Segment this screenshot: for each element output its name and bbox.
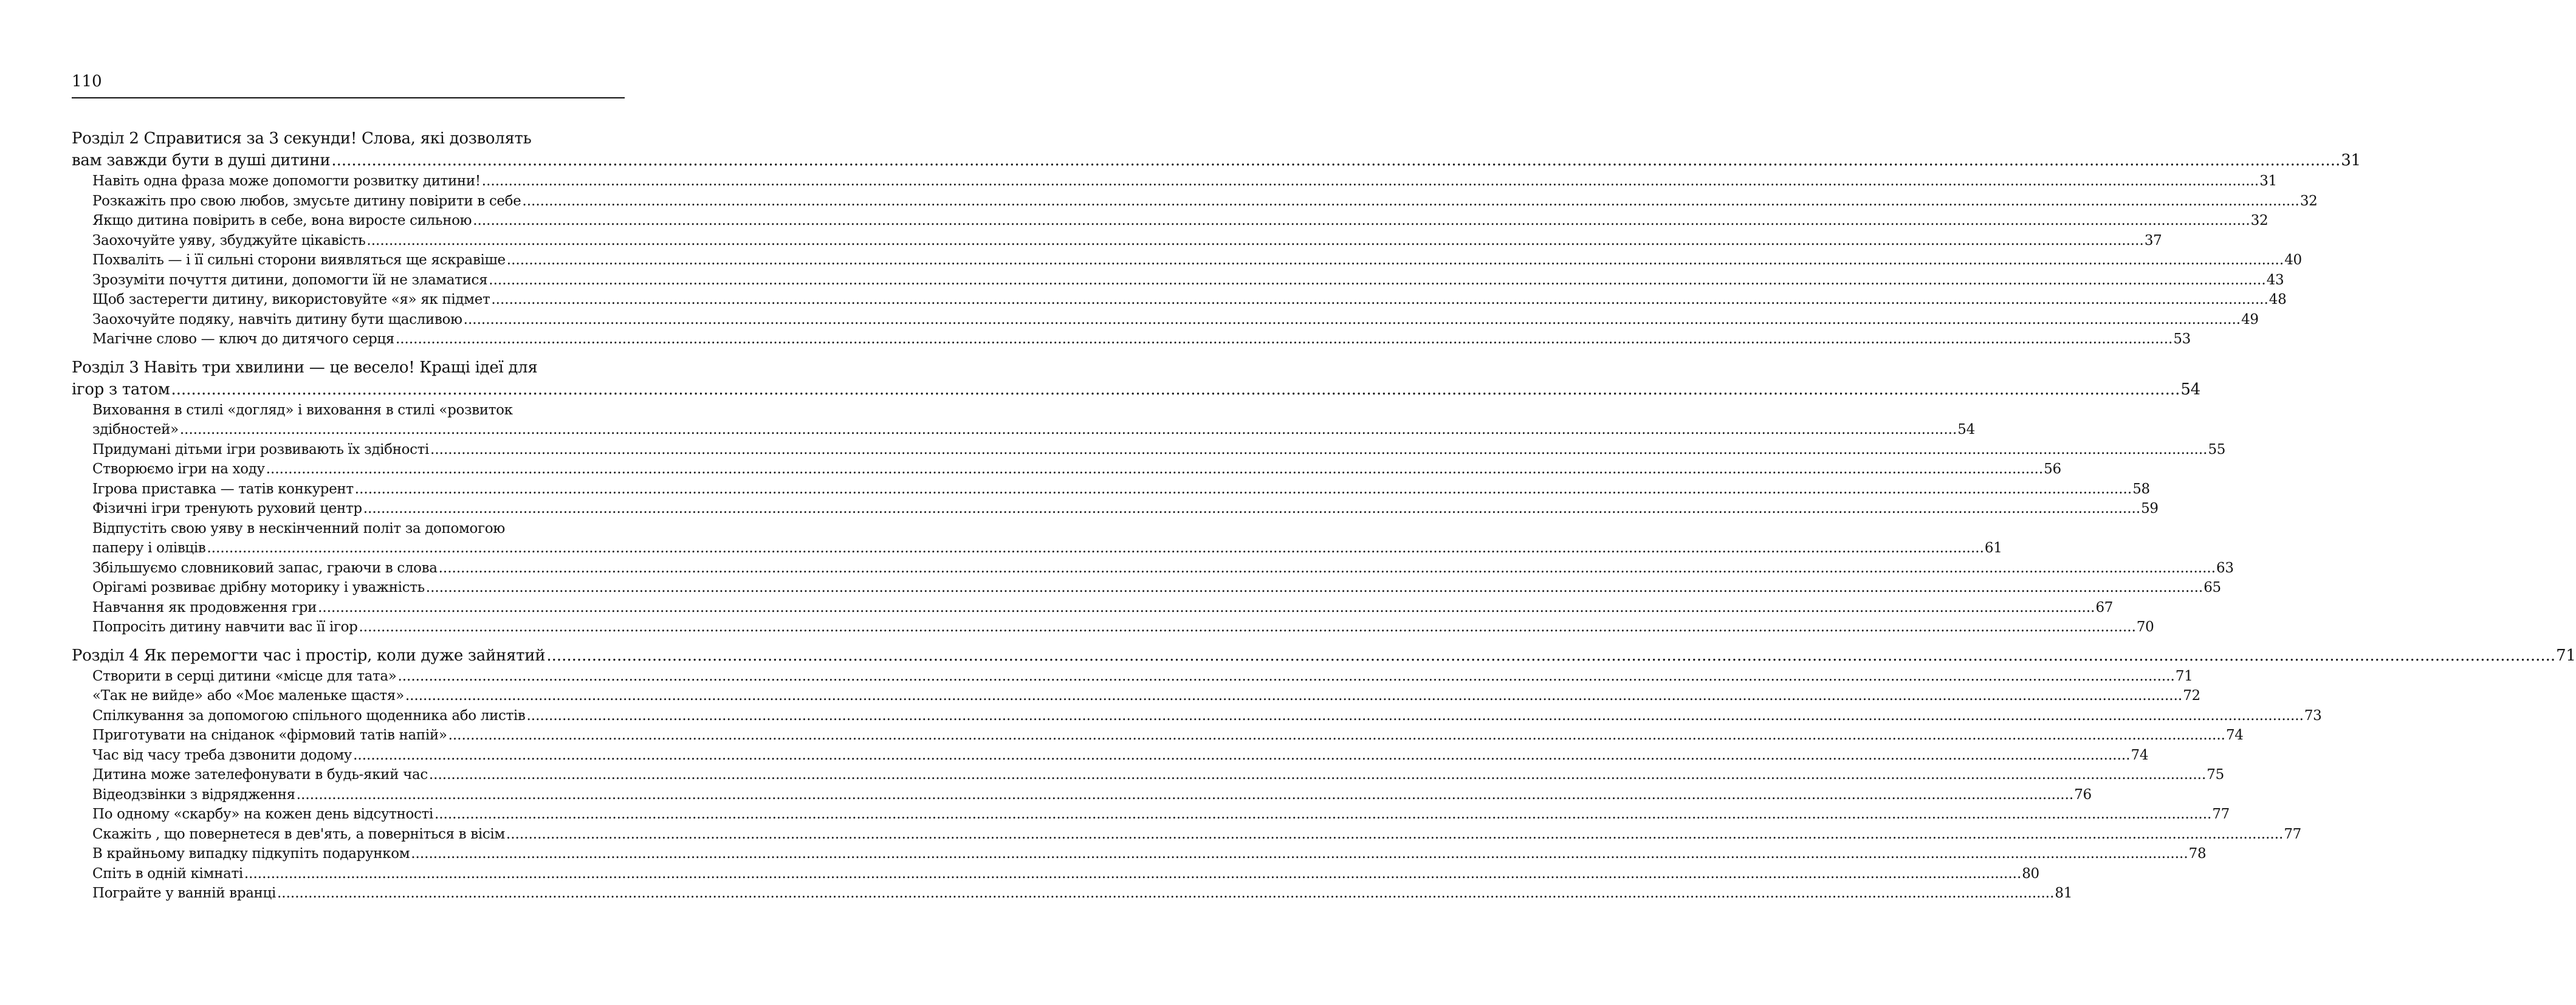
toc-entry-line	[92, 706, 2322, 726]
dot-leader: ................................................................................................................................................................................................................................................................................................................................................................................................................	[489, 272, 2266, 288]
toc-entry-page-number: 78	[2188, 846, 2207, 862]
dot-leader: ................................................................................................................................................................................................................................................................................................................................................................................................................	[266, 461, 2044, 477]
dot-leader: ................................................................................................................................................................................................................................................................................................................................................................................................................	[463, 311, 2241, 328]
toc-entry-line	[92, 844, 2207, 864]
toc-entry	[72, 290, 2287, 310]
toc-entry-title: Приготувати на сніданок «фірмовий татів напій»	[92, 727, 447, 743]
toc-entry	[72, 440, 2226, 460]
toc-entry-line	[92, 211, 2269, 231]
toc-entry	[72, 400, 1975, 440]
toc-entry	[72, 171, 2277, 191]
chapter-heading	[72, 645, 2576, 667]
toc-entry-line	[92, 420, 1975, 440]
toc-entry-line	[92, 290, 2287, 310]
toc-entry-title: Фізичні ігри тренують руховий центр	[92, 501, 362, 516]
toc-entry-line	[92, 825, 2301, 845]
toc-entry	[72, 191, 2318, 211]
toc-entry-title: Попросіть дитину навчити вас її ігор	[92, 619, 358, 635]
toc-entry-line	[92, 785, 2092, 805]
toc-entry-title: Розкажіть про свою любов, змусьте дитину повірити в себе	[92, 193, 521, 209]
toc-entry-line	[92, 883, 2072, 904]
toc-entry-page-number: 67	[2095, 599, 2114, 616]
toc-entry-line	[92, 765, 2224, 785]
dot-leader: ................................................................................................................................................................................................................................................................................................................................................................................................................	[506, 252, 2284, 268]
dot-leader: ................................................................................................................................................................................................................................................................................................................................................................................................................	[425, 580, 2203, 595]
toc-entry-line	[92, 329, 2191, 349]
toc-entry-page-number: 37	[2144, 232, 2162, 249]
toc-entry-line	[92, 250, 2302, 270]
toc-chapter	[72, 645, 2576, 904]
toc-entry-line	[92, 459, 2061, 479]
toc-entry	[72, 499, 2159, 519]
toc-entry-page-number: 56	[2044, 461, 2061, 477]
toc-entry-line	[92, 400, 622, 420]
toc-entry-page-number: 73	[2304, 707, 2322, 724]
toc-entry-line	[92, 578, 2221, 598]
table-of-contents	[72, 128, 2576, 911]
toc-entry-title: Час від часу треба дзвонити додому	[92, 747, 352, 763]
toc-entry-title: Виховання в стилі «догляд» і виховання в стилі «розвиток	[92, 402, 513, 418]
chapter-heading-line	[72, 379, 2200, 400]
chapter-heading-title: вам завжди бути в душі дитини	[72, 151, 331, 170]
toc-chapter	[72, 128, 2361, 349]
toc-entry-title: Зрозуміти почуття дитини, допомогти їй не зламатися	[92, 272, 488, 288]
toc-entry-page-number: 74	[2225, 727, 2244, 743]
dot-leader: ................................................................................................................................................................................................................................................................................................................................................................................................................	[481, 173, 2259, 189]
toc-entry	[72, 746, 2149, 766]
toc-entry	[72, 598, 2114, 618]
dot-leader: ................................................................................................................................................................................................................................................................................................................................................................................................................	[318, 599, 2095, 616]
toc-entry-title: Щоб застерегти дитину, використовуйте «я» як підмет	[92, 292, 490, 307]
chapter-heading-title: Розділ 2 Справитися за 3 секунди! Слова, які дозволять	[72, 129, 532, 148]
toc-entry-line	[92, 686, 2200, 706]
toc-entry	[72, 519, 2002, 558]
toc-entry-line	[92, 617, 2154, 637]
toc-entry-page-number: 32	[2300, 193, 2318, 209]
toc-entry	[72, 667, 2193, 687]
toc-entry	[72, 844, 2207, 864]
page-number: 110	[72, 72, 625, 98]
dot-leader: ................................................................................................................................................................................................................................................................................................................................................................................................................	[448, 727, 2225, 743]
toc-entry-title: Орігамі розвиває дрібну моторику і уважність	[92, 580, 425, 595]
toc-entry-page-number: 76	[2074, 786, 2092, 803]
toc-entry-line	[92, 538, 2002, 558]
toc-entry-line	[92, 746, 2149, 766]
toc-entry	[72, 686, 2200, 706]
toc-entry-title: «Так не вийде» або «Моє маленьке щастя»	[92, 688, 404, 704]
dot-leader: ................................................................................................................................................................................................................................................................................................................................................................................................................	[363, 501, 2141, 516]
toc-entry-page-number: 43	[2266, 272, 2284, 288]
toc-entry-page-number: 59	[2141, 501, 2159, 516]
toc-entry-line	[92, 479, 2150, 499]
toc-entry-line	[92, 440, 2226, 460]
toc-entry-title: Відеодзвінки з відрядження	[92, 786, 295, 803]
toc-entry-line	[92, 270, 2284, 290]
toc-entry-title: Спілкування за допомогою спільного щоденника або листів	[92, 707, 526, 724]
toc-entry-title: Пограйте у ванній вранці	[92, 885, 276, 901]
toc-entry-title: Спіть в одній кімнаті	[92, 865, 243, 882]
toc-entry-title: Збільшуємо словниковий запас, граючи в слова	[92, 560, 438, 576]
toc-entry-page-number: 70	[2136, 619, 2154, 635]
chapter-heading-page-number: 54	[2180, 380, 2200, 399]
toc-entry-line	[92, 519, 622, 539]
toc-entry-page-number: 75	[2207, 767, 2224, 783]
toc-entry	[72, 578, 2221, 598]
chapter-heading	[72, 128, 2361, 171]
chapter-heading-title: Розділ 3 Навіть три хвилини — це весело! Кращі ідеї для	[72, 358, 538, 377]
dot-leader: ................................................................................................................................................................................................................................................................................................................................................................................................................	[366, 232, 2144, 249]
toc-entry-title: Придумані дітьми ігри розвивають їх здібності	[92, 441, 430, 458]
dot-leader: ................................................................................................................................................................................................................................................................................................................................................................................................................	[395, 331, 2173, 347]
dot-leader: ................................................................................................................................................................................................................................................................................................................................................................................................................	[428, 767, 2207, 783]
dot-leader: ................................................................................................................................................................................................................................................................................................................................................................................................................	[473, 213, 2250, 228]
toc-entry-line	[92, 499, 2159, 519]
toc-entry-line	[92, 558, 2234, 578]
dot-leader: ................................................................................................................................................................................................................................................................................................................................................................................................................	[354, 481, 2132, 497]
dot-leader: ................................................................................................................................................................................................................................................................................................................................................................................................................	[331, 151, 2341, 170]
toc-entry	[72, 706, 2322, 726]
dot-leader: ................................................................................................................................................................................................................................................................................................................................................................................................................	[491, 292, 2269, 307]
toc-entry	[72, 864, 2039, 884]
toc-entry-title: Магічне слово — ключ до дитячого серця	[92, 331, 394, 347]
toc-entry	[72, 617, 2154, 637]
toc-entry-line	[92, 310, 2259, 330]
toc-entry-line	[92, 864, 2039, 884]
dot-leader: ................................................................................................................................................................................................................................................................................................................................................................................................................	[522, 193, 2300, 209]
toc-entry-title: По одному «скарбу» на кожен день відсутності	[92, 806, 433, 822]
toc-entry-page-number: 72	[2183, 688, 2200, 704]
toc-entry-title: паперу і олівців	[92, 540, 206, 556]
toc-entry-title: Ігрова приставка — татів конкурент	[92, 481, 354, 497]
dot-leader: ................................................................................................................................................................................................................................................................................................................................................................................................................	[411, 846, 2188, 862]
toc-entry-title: Навчання як продовження гри	[92, 599, 317, 616]
dot-leader: ................................................................................................................................................................................................................................................................................................................................................................................................................	[244, 865, 2022, 882]
toc-entry-page-number: 80	[2022, 865, 2039, 882]
toc-entry-title: Заохочуйте уяву, збуджуйте цікавість	[92, 232, 366, 249]
toc-entry	[72, 785, 2092, 805]
toc-entry	[72, 558, 2234, 578]
toc-entry	[72, 883, 2072, 904]
toc-entry-page-number: 54	[1957, 422, 1975, 437]
toc-chapter	[72, 357, 2234, 637]
chapter-heading-line	[72, 645, 2576, 667]
toc-entry-line	[92, 171, 2277, 191]
toc-entry-title: Похваліть — і її сильні сторони виявляться ще яскравіше	[92, 252, 506, 268]
toc-entry-line	[92, 725, 2244, 746]
toc-entry-title: здібностей»	[92, 422, 179, 437]
toc-entry-line	[92, 667, 2193, 687]
dot-leader: ................................................................................................................................................................................................................................................................................................................................................................................................................	[277, 885, 2055, 901]
chapter-heading-line	[72, 149, 2361, 171]
toc-entry-line	[92, 804, 2230, 825]
chapter-heading	[72, 357, 2200, 400]
dot-leader: ................................................................................................................................................................................................................................................................................................................................................................................................................	[430, 441, 2208, 458]
dot-leader: ................................................................................................................................................................................................................................................................................................................................................................................................................	[171, 380, 2180, 399]
toc-entry-title: Дитина може зателефонувати в будь-який час	[92, 767, 428, 783]
toc-entry	[72, 270, 2284, 290]
toc-entry-title: Відпустіть свою уяву в нескінченний політ за допомогою	[92, 520, 505, 537]
toc-entry-title: Якщо дитина повірить в себе, вона виросте сильною	[92, 213, 472, 228]
chapter-heading-page-number: 31	[2341, 151, 2361, 170]
toc-entry-title: Навіть одна фраза може допомогти розвитку дитини!	[92, 173, 481, 189]
toc-entry	[72, 231, 2162, 251]
toc-entry-title: Заохочуйте подяку, навчіть дитину бути щасливою	[92, 311, 462, 328]
chapter-heading-title: Розділ 4 Як перемогти час і простір, коли дуже зайнятий	[72, 646, 546, 665]
dot-leader: ................................................................................................................................................................................................................................................................................................................................................................................................................	[179, 422, 1957, 437]
toc-entry-page-number: 53	[2173, 331, 2191, 347]
dot-leader: ................................................................................................................................................................................................................................................................................................................................................................................................................	[207, 540, 1984, 556]
toc-entry	[72, 825, 2301, 845]
toc-entry-title: Створити в серці дитини «місце для тата»	[92, 668, 397, 684]
dot-leader: ................................................................................................................................................................................................................................................................................................................................................................................................................	[526, 707, 2304, 724]
toc-entry-page-number: 77	[2284, 826, 2301, 842]
chapter-heading-title: ігор з татом	[72, 380, 170, 399]
toc-entry-page-number: 77	[2212, 806, 2230, 822]
toc-entry-page-number: 71	[2175, 668, 2193, 684]
toc-entry-title: В крайньому випадку підкупіть подарунком	[92, 846, 410, 862]
toc-entry-line	[92, 191, 2318, 211]
dot-leader: ................................................................................................................................................................................................................................................................................................................................................................................................................	[438, 560, 2216, 576]
toc-entry-title: Створюємо ігри на ходу	[92, 461, 265, 477]
toc-entry	[72, 804, 2230, 825]
toc-entry	[72, 211, 2269, 231]
toc-entry-page-number: 61	[1984, 540, 2002, 556]
dot-leader: ................................................................................................................................................................................................................................................................................................................................................................................................................	[296, 786, 2074, 803]
toc-entry	[72, 725, 2244, 746]
toc-entry-page-number: 31	[2259, 173, 2277, 189]
chapter-heading-page-number: 71	[2556, 646, 2576, 665]
chapter-heading-line	[72, 357, 622, 379]
dot-leader: ................................................................................................................................................................................................................................................................................................................................................................................................................	[397, 668, 2175, 684]
toc-entry	[72, 459, 2061, 479]
toc-entry	[72, 310, 2259, 330]
toc-entry-page-number: 40	[2284, 252, 2302, 268]
toc-entry-page-number: 48	[2269, 292, 2287, 307]
toc-entry-title: Скажіть , що повернетеся в дев'ять, а поверніться в вісім	[92, 826, 505, 842]
toc-entry	[72, 329, 2191, 349]
toc-entry-page-number: 81	[2055, 885, 2072, 901]
dot-leader: ................................................................................................................................................................................................................................................................................................................................................................................................................	[359, 619, 2136, 635]
toc-entry-page-number: 32	[2250, 213, 2269, 228]
toc-entry	[72, 765, 2224, 785]
toc-entry-page-number: 65	[2203, 580, 2221, 595]
toc-entry	[72, 479, 2150, 499]
dot-leader: ................................................................................................................................................................................................................................................................................................................................................................................................................	[353, 747, 2131, 763]
toc-entry-page-number: 49	[2241, 311, 2259, 328]
dot-leader: ................................................................................................................................................................................................................................................................................................................................................................................................................	[506, 826, 2284, 842]
chapter-heading-line	[72, 128, 622, 149]
toc-entry-page-number: 63	[2216, 560, 2234, 576]
dot-leader: ................................................................................................................................................................................................................................................................................................................................................................................................................	[405, 688, 2183, 704]
toc-entry-page-number: 58	[2132, 481, 2150, 497]
toc-entry	[72, 250, 2302, 270]
dot-leader: ................................................................................................................................................................................................................................................................................................................................................................................................................	[546, 646, 2556, 665]
toc-entry-line	[92, 231, 2162, 251]
toc-entry-page-number: 74	[2131, 747, 2149, 763]
toc-entry-line	[92, 598, 2114, 618]
toc-entry-page-number: 55	[2208, 441, 2226, 458]
dot-leader: ................................................................................................................................................................................................................................................................................................................................................................................................................	[434, 806, 2212, 822]
